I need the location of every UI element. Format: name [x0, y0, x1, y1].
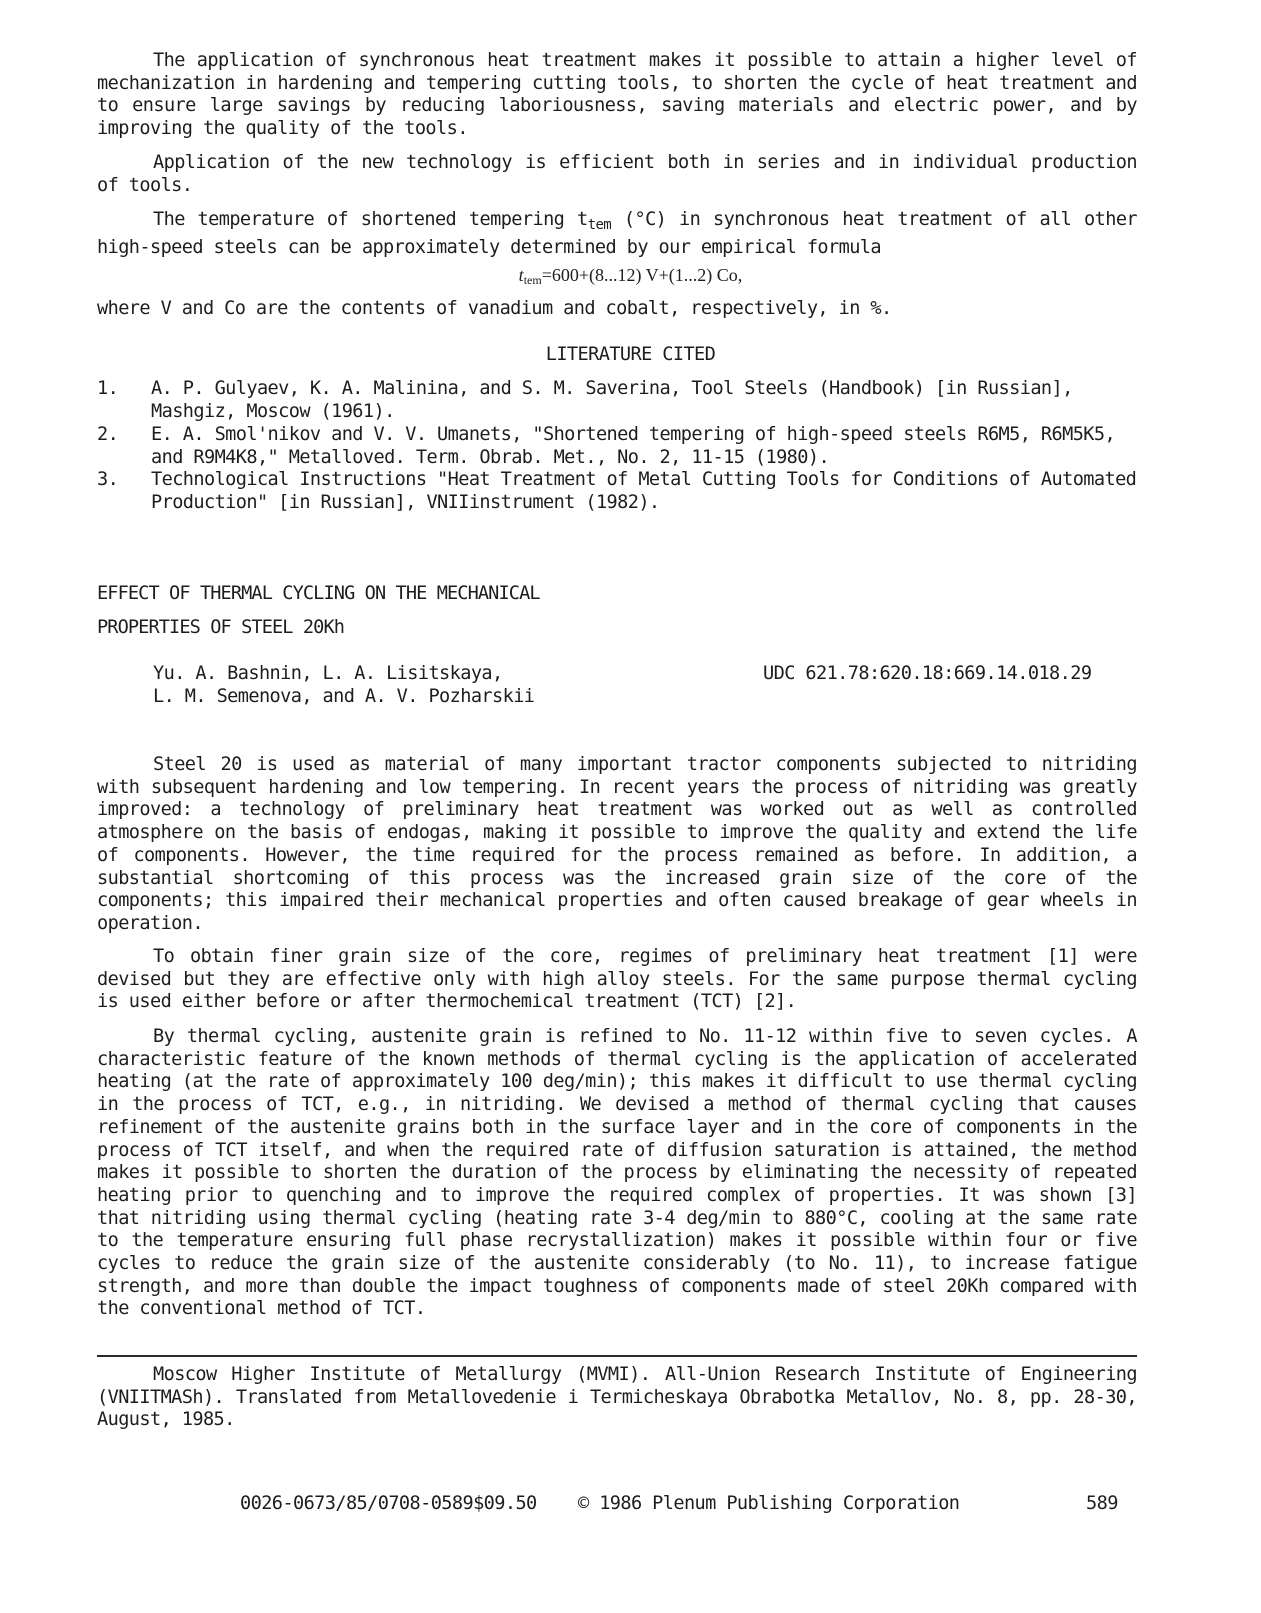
footnote-divider [97, 1355, 1137, 1357]
article-authors [153, 663, 534, 708]
udc-code: UDC 621.78:620.18:669.14.018.29 [763, 663, 1092, 684]
reference-number: 1. [97, 378, 119, 399]
reference-number: 2. [97, 424, 119, 445]
article-title-line-2: PROPERTIES OF STEEL 20Kh [97, 617, 345, 638]
intro-paragraph-3-start: The temperature of shortened tempering t [153, 209, 588, 230]
page-number: 589 [1086, 1493, 1118, 1514]
tempering-formula [0, 264, 1261, 292]
intro-section-3 [97, 209, 1137, 259]
reference-item [97, 469, 1137, 514]
reference-number: 3. [97, 469, 119, 490]
t-tem-subscript: tem [587, 217, 612, 233]
formula-expression: =600+(8...12) V+(1...2) Co, [541, 265, 743, 285]
intro-paragraph-3-end: (°C) in synchronous heat treatment of all other high-speed steels can be approximately determined by our empirical formula [97, 209, 1138, 258]
footnote-text: Moscow Higher Institute of Metallurgy (MVMI). All-Union Research Institute of Engineering (VNIITMASh). Translated from Metallovedenie i Termicheskaya Obrabotka Metallov, No. 8, pp. 28-30, August, 1985. [97, 1364, 1137, 1431]
intro-paragraph-3 [97, 209, 1137, 259]
body-paragraph-2: To obtain finer grain size of the core, regimes of preliminary heat treatment [1] were devised but they are effective only with high alloy steels. For the same purpose thermal cycling is used either before or after thermochemical treatment (TCT) [2]. [97, 946, 1137, 1013]
after-formula-section [97, 298, 1137, 321]
reference-item [97, 378, 1137, 423]
footnote-section [97, 1364, 1137, 1432]
intro-section-2 [97, 152, 1137, 197]
body-paragraph-3: By thermal cycling, austenite grain is refined to No. 11-12 within five to seven cycles. A characteristic feature of the known methods of thermal cycling is the application of accelerated heating (at the rate of approximately 100 deg/min); this makes it difficult to use thermal cycling in the process of TCT, e.g., in nitriding. We devised a method of thermal cycling that causes refinement of the austenite grains both in the surface layer and in the core of components in the process of TCT itself, and when the required rate of diffusion saturation is attained, the method makes it possible to shorten the duration of the process by eliminating the necessity of repeated heating prior to quenching and to improve the required complex of properties. It was shown [3] that nitriding using thermal cycling (heating rate 3-4 deg/min to 880°C, cooling at the same rate to the temperature ensuring full phase recrystallization) makes it possible within four or five cycles to reduce the grain size of the austenite considerably (to No. 11), to increase fatigue strength, and more than double the impact toughness of components made of steel 20Kh compared with the conventional method of TCT. [97, 1026, 1137, 1320]
intro-paragraph-1: The application of synchronous heat treatment makes it possible to attain a higher level of mechanization in hardening and tempering cutting tools, to shorten the cycle of heat treatment and to ensure large savings by reducing laboriousness, saving materials and electric power, and by improving the quality of the tools. [97, 50, 1137, 140]
article-code: 0026-0673/85/0708-0589$09.50 [240, 1493, 537, 1514]
body-section-2 [97, 946, 1137, 1014]
copyright-notice: © 1986 Plenum Publishing Corporation [578, 1493, 960, 1514]
authors-line-2: L. M. Semenova, and A. V. Pozharskii [153, 685, 535, 707]
reference-text: Technological Instructions "Heat Treatment of Metal Cutting Tools for Conditions of Automated Production" [in Russian], VNIIinstrument (1982). [151, 469, 1137, 513]
intro-section [97, 50, 1137, 141]
body-section-3 [97, 1026, 1137, 1321]
article-title-line-1: EFFECT OF THERMAL CYCLING ON THE MECHANICAL [97, 583, 540, 604]
after-formula-text: where V and Co are the contents of vanadium and cobalt, respectively, in %. [97, 298, 892, 319]
body-paragraph-1: Steel 20 is used as material of many important tractor components subjected to nitriding with subsequent hardening and low tempering. In recent years the process of nitriding was greatly improved: a technology of preliminary heat treatment was worked out as well as controlled atmosphere on the basis of endogas, making it possible to improve the quality and extend the life of components. However, the time required for the process remained as before. In addition, a substantial shortcoming of this process was the increased grain size of the core of the components; this impaired their mechanical properties and often caused breakage of gear wheels in operation. [97, 754, 1137, 934]
literature-heading: LITERATURE CITED [545, 344, 716, 365]
intro-paragraph-2: Application of the new technology is efficient both in series and in individual production of tools. [97, 152, 1137, 196]
authors-line-1: Yu. A. Bashnin, L. A. Lisitskaya, [153, 663, 503, 684]
formula-variable: t [518, 265, 524, 285]
body-section-1 [97, 754, 1137, 936]
reference-text: A. P. Gulyaev, K. A. Malinina, and S. M. Saverina, Tool Steels (Handbook) [in Russian], Mashgiz, Moscow (1961). [151, 378, 1073, 422]
reference-text: E. A. Smol'nikov and V. V. Umanets, "Shortened tempering of high-speed steels R6M5, R6M5K5, and R9M4K8," Metalloved. Term. Obrab. Met., No. 2, 11-15 (1980). [151, 424, 1116, 468]
reference-item [97, 424, 1137, 469]
formula-subscript: tem [523, 273, 542, 287]
